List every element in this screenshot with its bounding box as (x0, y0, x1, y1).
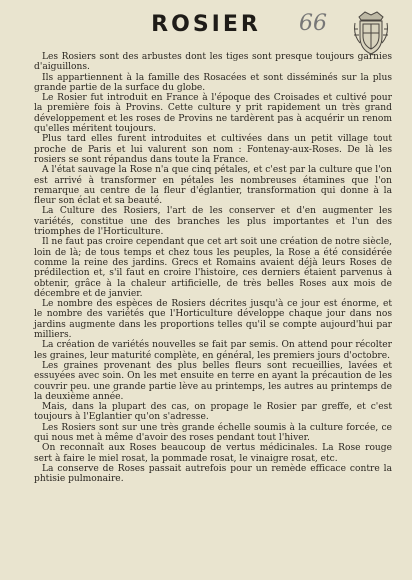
article-body (34, 52, 392, 484)
handwritten-page-number: 66 (299, 11, 327, 36)
paragraph: Les graines provenant des plus belles fleurs sont recueillies, lavées et essuyées avec soin. On les met ensuite en terre en ayant la précaution de les couvrir peu. une grande partie lève au printemps, les autres au printemps de la deuxième année. (34, 360, 392, 402)
paragraph: Les Rosiers sont des arbustes dont les tiges sont presque toujours garnies d'aiguillons. (34, 52, 392, 73)
coat-of-arms-emblem (351, 9, 391, 57)
paragraph: Mais, dans la plupart des cas, on propage le Rosier par greffe, et c'est toujours à l'Eglantier qu'on s'adresse. (34, 402, 392, 423)
paragraph: Les Rosiers sont sur une très grande échelle soumis à la culture forcée, ce qui nous met à même d'avoir des roses pendant tout l'hiver. (34, 422, 392, 443)
paragraph: Plus tard elles furent introduites et cultivées dans un petit village tout proche de Paris et lui valurent son nom : Fontenay-aux-Roses. De là les rosiers se sont répandus dans toute la France. (34, 134, 392, 165)
page-title: ROSIER (151, 12, 261, 37)
paragraph: Le nombre des espèces de Rosiers décrites jusqu'à ce jour est énorme, et le nombre des variétés que l'Horticulture développe chaque jour dans nos jardins augmente dans les proportions telles qu'il se compte aujourd'hui par milliers. (34, 299, 392, 341)
paragraph: La Culture des Rosiers, l'art de les conserver et d'en augmenter les variétés, constitue une des branches les plus importantes et l'un des triomphes de l'Horticulture. (34, 206, 392, 238)
paragraph: Ils appartiennent à la famille des Rosacées et sont disséminés sur la plus grande partie de la surface du globe. (34, 72, 392, 93)
paragraph: Le Rosier fut introduit en France à l'époque des Croisades et cultivé pour la première fois à Provins. Cette culture y prit rapidement un très grand développement et les roses de Provins ne tardèrent pas à acquérir un renom qu'elles méritent toujours. (34, 93, 392, 135)
paragraph: On reconnaît aux Roses beaucoup de vertus médicinales. La Rose rouge sert à faire le miel rosat, la pommade rosat, le vinaigre rosat, etc. (34, 443, 392, 464)
paragraph: La conserve de Roses passait autrefois pour un remède efficace contre la phtisie pulmonaire. (34, 463, 392, 485)
paragraph: La création de variétés nouvelles se fait par semis. On attend pour récolter les graines, leur maturité complète, en général, les premiers jours d'octobre. (34, 340, 392, 361)
paragraph: Il ne faut pas croire cependant que cet art soit une création de notre siècle, loin de là; de tous temps et chez tous les peuples, la Rose a été considérée comme la reine des jardins. Grecs et Romains avaient déjà leurs Roses de prédilection et, s'il faut en croire l'histoire, ces derniers étaient parvenus à obtenir, grâce à la chaleur artificielle, de très belles Roses aux mois de décembre et de janvier. (34, 237, 392, 299)
paragraph: A l'état sauvage la Rose n'a que cinq pétales, et c'est par la culture que l'on est arrivé à transformer en pétales les nombreuses étamines que l'on remarque au centre de la fleur d'églantier, transformation qui donne à la fleur son éclat et sa beauté. (34, 165, 392, 207)
